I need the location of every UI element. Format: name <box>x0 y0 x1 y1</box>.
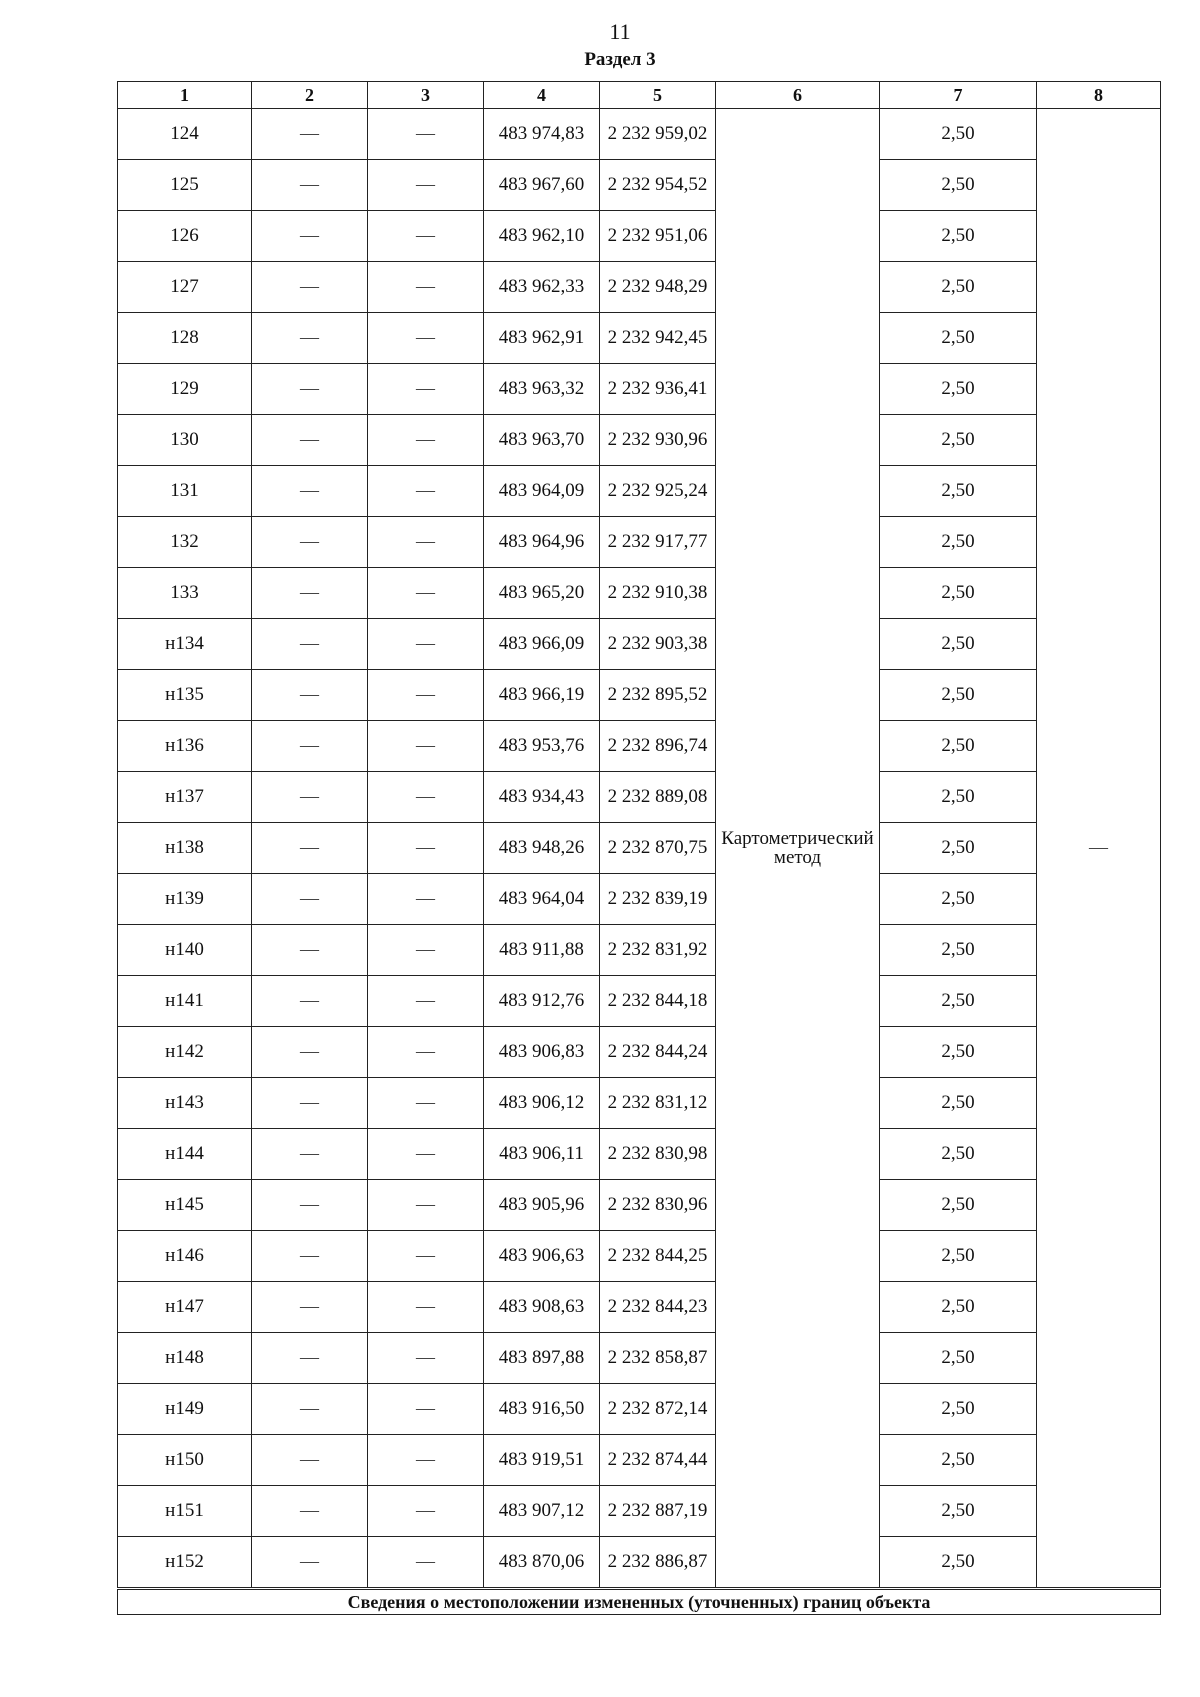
point-number-cell: н134 <box>118 619 252 670</box>
x-coordinate-cell: 483 962,10 <box>484 211 600 262</box>
y-coordinate-cell: 2 232 959,02 <box>600 109 716 160</box>
y-coordinate-cell: 2 232 917,77 <box>600 517 716 568</box>
column-8-cell: — <box>1037 109 1161 1589</box>
column-3-cell: — <box>368 721 484 772</box>
x-coordinate-cell: 483 906,63 <box>484 1231 600 1282</box>
y-coordinate-cell: 2 232 839,19 <box>600 874 716 925</box>
table-row <box>118 1231 1161 1282</box>
point-number-cell: 124 <box>118 109 252 160</box>
header-col-6: 6 <box>716 82 880 109</box>
column-2-cell: — <box>252 1129 368 1180</box>
column-2-cell: — <box>252 1282 368 1333</box>
table-row <box>118 313 1161 364</box>
column-2-cell: — <box>252 1231 368 1282</box>
point-number-cell: н141 <box>118 976 252 1027</box>
table-row <box>118 619 1161 670</box>
accuracy-cell: 2,50 <box>880 415 1037 466</box>
column-2-cell: — <box>252 670 368 721</box>
table-row <box>118 976 1161 1027</box>
x-coordinate-cell: 483 906,83 <box>484 1027 600 1078</box>
table-row <box>118 364 1161 415</box>
column-2-cell: — <box>252 568 368 619</box>
y-coordinate-cell: 2 232 858,87 <box>600 1333 716 1384</box>
accuracy-cell: 2,50 <box>880 568 1037 619</box>
accuracy-cell: 2,50 <box>880 1537 1037 1589</box>
table-row <box>118 1435 1161 1486</box>
y-coordinate-cell: 2 232 889,08 <box>600 772 716 823</box>
x-coordinate-cell: 483 897,88 <box>484 1333 600 1384</box>
point-number-cell: 132 <box>118 517 252 568</box>
y-coordinate-cell: 2 232 831,12 <box>600 1078 716 1129</box>
accuracy-cell: 2,50 <box>880 1486 1037 1537</box>
y-coordinate-cell: 2 232 872,14 <box>600 1384 716 1435</box>
table-row <box>118 517 1161 568</box>
column-2-cell: — <box>252 721 368 772</box>
table-row <box>118 823 1161 874</box>
y-coordinate-cell: 2 232 844,18 <box>600 976 716 1027</box>
y-coordinate-cell: 2 232 951,06 <box>600 211 716 262</box>
accuracy-cell: 2,50 <box>880 160 1037 211</box>
column-2-cell: — <box>252 1333 368 1384</box>
x-coordinate-cell: 483 962,33 <box>484 262 600 313</box>
header-col-2: 2 <box>252 82 368 109</box>
column-2-cell: — <box>252 364 368 415</box>
accuracy-cell: 2,50 <box>880 364 1037 415</box>
accuracy-cell: 2,50 <box>880 976 1037 1027</box>
column-3-cell: — <box>368 211 484 262</box>
accuracy-cell: 2,50 <box>880 1231 1037 1282</box>
x-coordinate-cell: 483 962,91 <box>484 313 600 364</box>
column-2-cell: — <box>252 211 368 262</box>
point-number-cell: н144 <box>118 1129 252 1180</box>
x-coordinate-cell: 483 953,76 <box>484 721 600 772</box>
column-2-cell: — <box>252 109 368 160</box>
y-coordinate-cell: 2 232 844,23 <box>600 1282 716 1333</box>
table-header-row <box>118 82 1161 109</box>
coordinates-table <box>117 81 1161 1615</box>
column-2-cell: — <box>252 415 368 466</box>
accuracy-cell: 2,50 <box>880 211 1037 262</box>
accuracy-cell: 2,50 <box>880 619 1037 670</box>
table-footer-caption: Сведения о местоположении измененных (уточненных) границ объекта <box>118 1589 1161 1615</box>
column-3-cell: — <box>368 772 484 823</box>
column-2-cell: — <box>252 517 368 568</box>
point-number-cell: н150 <box>118 1435 252 1486</box>
y-coordinate-cell: 2 232 936,41 <box>600 364 716 415</box>
table-row <box>118 109 1161 160</box>
column-2-cell: — <box>252 1027 368 1078</box>
column-3-cell: — <box>368 823 484 874</box>
table-row <box>118 1180 1161 1231</box>
table-row <box>118 211 1161 262</box>
column-3-cell: — <box>368 1333 484 1384</box>
table-row <box>118 1384 1161 1435</box>
header-col-4: 4 <box>484 82 600 109</box>
column-2-cell: — <box>252 772 368 823</box>
x-coordinate-cell: 483 964,04 <box>484 874 600 925</box>
column-2-cell: — <box>252 1384 368 1435</box>
point-number-cell: н138 <box>118 823 252 874</box>
accuracy-cell: 2,50 <box>880 1282 1037 1333</box>
x-coordinate-cell: 483 934,43 <box>484 772 600 823</box>
column-3-cell: — <box>368 1231 484 1282</box>
point-number-cell: 126 <box>118 211 252 262</box>
column-2-cell: — <box>252 619 368 670</box>
x-coordinate-cell: 483 906,11 <box>484 1129 600 1180</box>
y-coordinate-cell: 2 232 925,24 <box>600 466 716 517</box>
header-col-5: 5 <box>600 82 716 109</box>
accuracy-cell: 2,50 <box>880 262 1037 313</box>
x-coordinate-cell: 483 974,83 <box>484 109 600 160</box>
table-row <box>118 1129 1161 1180</box>
accuracy-cell: 2,50 <box>880 1180 1037 1231</box>
x-coordinate-cell: 483 907,12 <box>484 1486 600 1537</box>
y-coordinate-cell: 2 232 930,96 <box>600 415 716 466</box>
table-row <box>118 262 1161 313</box>
point-number-cell: н139 <box>118 874 252 925</box>
column-3-cell: — <box>368 874 484 925</box>
y-coordinate-cell: 2 232 948,29 <box>600 262 716 313</box>
accuracy-cell: 2,50 <box>880 874 1037 925</box>
column-2-cell: — <box>252 1537 368 1589</box>
x-coordinate-cell: 483 911,88 <box>484 925 600 976</box>
column-2-cell: — <box>252 874 368 925</box>
page-number: 11 <box>609 19 631 44</box>
column-2-cell: — <box>252 1180 368 1231</box>
table-row <box>118 568 1161 619</box>
point-number-cell: н147 <box>118 1282 252 1333</box>
column-3-cell: — <box>368 1180 484 1231</box>
point-number-cell: н136 <box>118 721 252 772</box>
table-row <box>118 772 1161 823</box>
accuracy-cell: 2,50 <box>880 1333 1037 1384</box>
column-3-cell: — <box>368 109 484 160</box>
accuracy-cell: 2,50 <box>880 772 1037 823</box>
table-row <box>118 466 1161 517</box>
table-row <box>118 415 1161 466</box>
x-coordinate-cell: 483 966,09 <box>484 619 600 670</box>
column-3-cell: — <box>368 1129 484 1180</box>
column-3-cell: — <box>368 1078 484 1129</box>
table-row <box>118 1537 1161 1589</box>
column-3-cell: — <box>368 1537 484 1589</box>
column-3-cell: — <box>368 262 484 313</box>
accuracy-cell: 2,50 <box>880 1384 1037 1435</box>
y-coordinate-cell: 2 232 830,98 <box>600 1129 716 1180</box>
column-2-cell: — <box>252 823 368 874</box>
accuracy-cell: 2,50 <box>880 670 1037 721</box>
x-coordinate-cell: 483 964,09 <box>484 466 600 517</box>
y-coordinate-cell: 2 232 954,52 <box>600 160 716 211</box>
y-coordinate-cell: 2 232 903,38 <box>600 619 716 670</box>
x-coordinate-cell: 483 870,06 <box>484 1537 600 1589</box>
accuracy-cell: 2,50 <box>880 517 1037 568</box>
point-number-cell: 128 <box>118 313 252 364</box>
column-3-cell: — <box>368 517 484 568</box>
column-2-cell: — <box>252 466 368 517</box>
table-row <box>118 721 1161 772</box>
column-2-cell: — <box>252 1078 368 1129</box>
point-number-cell: н142 <box>118 1027 252 1078</box>
column-3-cell: — <box>368 976 484 1027</box>
x-coordinate-cell: 483 963,32 <box>484 364 600 415</box>
column-3-cell: — <box>368 415 484 466</box>
column-2-cell: — <box>252 925 368 976</box>
section-title: Раздел 3 <box>584 49 656 70</box>
accuracy-cell: 2,50 <box>880 313 1037 364</box>
column-3-cell: — <box>368 1384 484 1435</box>
table-row <box>118 160 1161 211</box>
x-coordinate-cell: 483 948,26 <box>484 823 600 874</box>
method-cell: Картометрический метод <box>716 109 880 1589</box>
header-col-8: 8 <box>1037 82 1161 109</box>
accuracy-cell: 2,50 <box>880 1129 1037 1180</box>
point-number-cell: 133 <box>118 568 252 619</box>
column-3-cell: — <box>368 1027 484 1078</box>
column-3-cell: — <box>368 568 484 619</box>
point-number-cell: н143 <box>118 1078 252 1129</box>
accuracy-cell: 2,50 <box>880 1435 1037 1486</box>
accuracy-cell: 2,50 <box>880 1078 1037 1129</box>
column-3-cell: — <box>368 313 484 364</box>
column-3-cell: — <box>368 925 484 976</box>
x-coordinate-cell: 483 965,20 <box>484 568 600 619</box>
table-row <box>118 670 1161 721</box>
column-3-cell: — <box>368 619 484 670</box>
accuracy-cell: 2,50 <box>880 1027 1037 1078</box>
point-number-cell: 129 <box>118 364 252 415</box>
y-coordinate-cell: 2 232 895,52 <box>600 670 716 721</box>
column-3-cell: — <box>368 1486 484 1537</box>
y-coordinate-cell: 2 232 887,19 <box>600 1486 716 1537</box>
x-coordinate-cell: 483 906,12 <box>484 1078 600 1129</box>
y-coordinate-cell: 2 232 942,45 <box>600 313 716 364</box>
column-3-cell: — <box>368 1282 484 1333</box>
table-body <box>118 109 1161 1589</box>
x-coordinate-cell: 483 963,70 <box>484 415 600 466</box>
point-number-cell: н135 <box>118 670 252 721</box>
table-row <box>118 925 1161 976</box>
column-2-cell: — <box>252 1435 368 1486</box>
column-2-cell: — <box>252 262 368 313</box>
y-coordinate-cell: 2 232 886,87 <box>600 1537 716 1589</box>
x-coordinate-cell: 483 908,63 <box>484 1282 600 1333</box>
point-number-cell: н146 <box>118 1231 252 1282</box>
point-number-cell: 130 <box>118 415 252 466</box>
column-3-cell: — <box>368 1435 484 1486</box>
x-coordinate-cell: 483 966,19 <box>484 670 600 721</box>
point-number-cell: 131 <box>118 466 252 517</box>
column-2-cell: — <box>252 313 368 364</box>
y-coordinate-cell: 2 232 910,38 <box>600 568 716 619</box>
y-coordinate-cell: 2 232 844,25 <box>600 1231 716 1282</box>
point-number-cell: н149 <box>118 1384 252 1435</box>
column-2-cell: — <box>252 160 368 211</box>
x-coordinate-cell: 483 967,60 <box>484 160 600 211</box>
table-row <box>118 1333 1161 1384</box>
table-row <box>118 1282 1161 1333</box>
table-footer-row <box>118 1589 1161 1615</box>
point-number-cell: н140 <box>118 925 252 976</box>
y-coordinate-cell: 2 232 830,96 <box>600 1180 716 1231</box>
table-row <box>118 1486 1161 1537</box>
point-number-cell: н152 <box>118 1537 252 1589</box>
y-coordinate-cell: 2 232 844,24 <box>600 1027 716 1078</box>
column-3-cell: — <box>368 670 484 721</box>
column-2-cell: — <box>252 1486 368 1537</box>
table-row <box>118 1027 1161 1078</box>
accuracy-cell: 2,50 <box>880 925 1037 976</box>
header-col-1: 1 <box>118 82 252 109</box>
y-coordinate-cell: 2 232 874,44 <box>600 1435 716 1486</box>
accuracy-cell: 2,50 <box>880 466 1037 517</box>
x-coordinate-cell: 483 916,50 <box>484 1384 600 1435</box>
point-number-cell: н137 <box>118 772 252 823</box>
point-number-cell: 125 <box>118 160 252 211</box>
column-3-cell: — <box>368 466 484 517</box>
y-coordinate-cell: 2 232 831,92 <box>600 925 716 976</box>
column-3-cell: — <box>368 364 484 415</box>
x-coordinate-cell: 483 912,76 <box>484 976 600 1027</box>
point-number-cell: н148 <box>118 1333 252 1384</box>
x-coordinate-cell: 483 964,96 <box>484 517 600 568</box>
column-2-cell: — <box>252 976 368 1027</box>
header-col-7: 7 <box>880 82 1037 109</box>
table-row <box>118 874 1161 925</box>
header-col-3: 3 <box>368 82 484 109</box>
accuracy-cell: 2,50 <box>880 823 1037 874</box>
x-coordinate-cell: 483 905,96 <box>484 1180 600 1231</box>
x-coordinate-cell: 483 919,51 <box>484 1435 600 1486</box>
point-number-cell: н145 <box>118 1180 252 1231</box>
y-coordinate-cell: 2 232 896,74 <box>600 721 716 772</box>
column-3-cell: — <box>368 160 484 211</box>
accuracy-cell: 2,50 <box>880 721 1037 772</box>
accuracy-cell: 2,50 <box>880 109 1037 160</box>
point-number-cell: н151 <box>118 1486 252 1537</box>
y-coordinate-cell: 2 232 870,75 <box>600 823 716 874</box>
table-row <box>118 1078 1161 1129</box>
point-number-cell: 127 <box>118 262 252 313</box>
